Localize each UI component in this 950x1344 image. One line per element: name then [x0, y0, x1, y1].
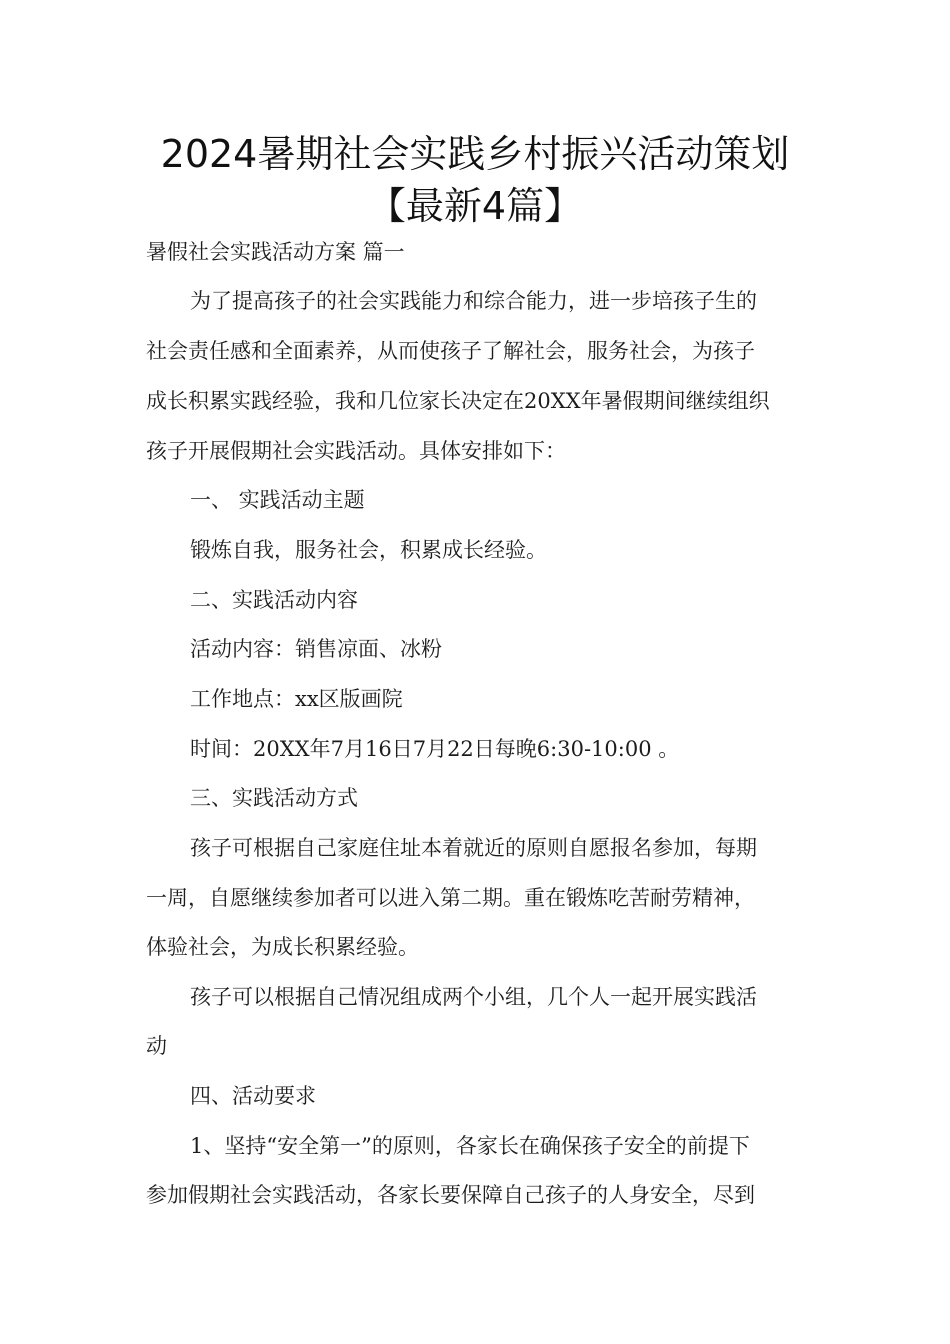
document-title-line-2: 【最新4篇】 — [367, 184, 583, 228]
heading-activity-theme: 一、 实践活动主题 — [190, 488, 365, 512]
paragraph-line: 成长积累实践经验，我和几位家长决定在20XX年暑假期间继续组织 — [146, 389, 770, 413]
heading-activity-method: 三、实践活动方式 — [190, 786, 358, 810]
paragraph-line: 动 — [146, 1034, 167, 1058]
paragraph-line: 锻炼自我，服务社会，积累成长经验。 — [190, 538, 547, 562]
heading-activity-requirements: 四、活动要求 — [190, 1084, 316, 1108]
paragraph-line: 时间：20XX年7月16日7月22日每晚6:30-10:00 。 — [190, 737, 680, 761]
document-title-line-1: 2024暑期社会实践乡村振兴活动策划 — [160, 132, 790, 176]
paragraph-line: 工作地点：xx区版画院 — [190, 687, 403, 711]
paragraph-line: 一周，自愿继续参加者可以进入第二期。重在锻炼吃苦耐劳精神， — [146, 886, 755, 910]
paragraph-line: 社会责任感和全面素养，从而使孩子了解社会，服务社会，为孩子 — [146, 339, 755, 363]
paragraph-line: 参加假期社会实践活动，各家长要保障自己孩子的人身安全，尽到 — [146, 1183, 755, 1207]
paragraph-line: 为了提高孩子的社会实践能力和综合能力，进一步培孩子生的 — [190, 289, 757, 313]
heading-activity-content: 二、实践活动内容 — [190, 588, 358, 612]
paragraph-line: 孩子可根据自己家庭住址本着就近的原则自愿报名参加，每期 — [190, 836, 757, 860]
paragraph-line: 孩子可以根据自己情况组成两个小组，几个人一起开展实践活 — [190, 985, 757, 1009]
paragraph-line: 活动内容：销售凉面、冰粉 — [190, 637, 442, 661]
paragraph-line: 1、坚持“安全第一”的原则，各家长在确保孩子安全的前提下 — [190, 1134, 750, 1158]
paragraph-line: 孩子开展假期社会实践活动。具体安排如下： — [146, 439, 566, 463]
paragraph-line: 体验社会，为成长积累经验。 — [146, 935, 419, 959]
section-heading: 暑假社会实践活动方案 篇一 — [146, 240, 405, 264]
